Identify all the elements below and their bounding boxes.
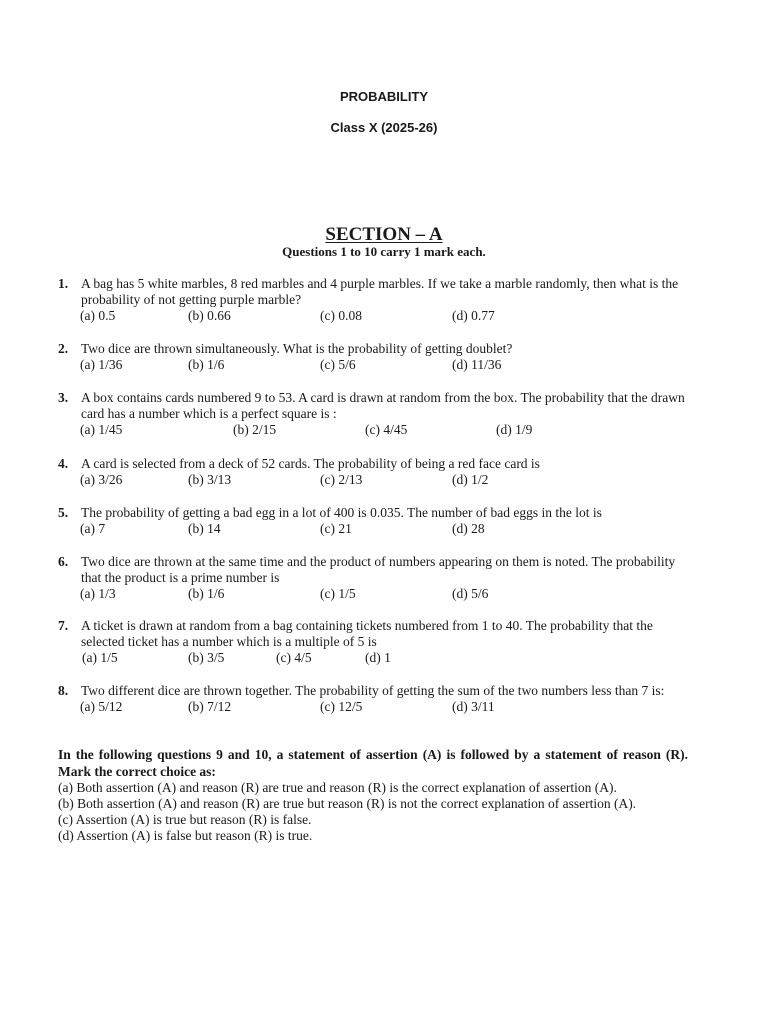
question-text: A box contains cards numbered 9 to 53. A card is drawn at random from the box. The probability that the drawn card has a number which is a perfect square is :: [81, 390, 685, 421]
option-d: (d) 1/9: [496, 422, 533, 437]
option-a: (a) 1/5: [82, 650, 118, 665]
option-a: (a) 3/26: [80, 472, 123, 487]
option-d: (d) 3/11: [452, 699, 495, 714]
options-row: [80, 422, 698, 438]
question-text: A card is selected from a deck of 52 cards. The probability of being a red face card is: [81, 456, 540, 471]
option-d: (d) 28: [452, 521, 485, 536]
option-c: (c) 0.08: [320, 308, 362, 323]
question-8: [58, 683, 698, 715]
question-4: [58, 456, 698, 488]
assertion-choice-a: (a) Both assertion (A) and reason (R) are true and reason (R) is the correct explanation of assertion (A).: [58, 780, 617, 795]
question-3: [58, 390, 698, 438]
option-a: (a) 1/3: [80, 586, 116, 601]
option-d: (d) 1/2: [452, 472, 489, 487]
option-b: (b) 1/6: [188, 586, 225, 601]
question-number: 7.: [58, 618, 69, 633]
section-subtitle: Questions 1 to 10 carry 1 mark each.: [282, 244, 486, 259]
options-row: [80, 521, 698, 537]
options-row: [80, 308, 698, 324]
question-5: [58, 505, 698, 537]
question-text: A ticket is drawn at random from a bag containing tickets numbered from 1 to 40. The probability that the selected ticket has a number which is a multiple of 5 is: [81, 618, 653, 649]
assertion-intro: In the following questions 9 and 10, a statement of assertion (A) is followed by a statement of reason (R). Mark the correct choice as:: [58, 747, 688, 779]
option-b: (b) 7/12: [188, 699, 232, 714]
question-number: 8.: [58, 683, 69, 698]
option-c: (c) 12/5: [320, 699, 363, 714]
option-b: (b) 0.66: [188, 308, 231, 323]
question-6: [58, 554, 698, 602]
question-text: The probability of getting a bad egg in a lot of 400 is 0.035. The number of bad eggs in the lot is: [81, 505, 602, 520]
options-row: [80, 472, 698, 488]
option-d: (d) 0.77: [452, 308, 495, 323]
assertion-choice-b: (b) Both assertion (A) and reason (R) are true but reason (R) is not the correct explanation of assertion (A).: [58, 796, 637, 811]
assertion-choice-d: (d) Assertion (A) is false but reason (R) is true.: [58, 828, 313, 843]
options-row: [80, 357, 698, 373]
question-text: A bag has 5 white marbles, 8 red marbles and 4 purple marbles. If we take a marble randomly, then what is the probability of not getting purple marble?: [81, 276, 679, 307]
question-number: 6.: [58, 554, 69, 569]
option-a: (a) 1/45: [80, 422, 123, 437]
option-b: (b) 3/13: [188, 472, 232, 487]
class-label: Class X (2025-26): [330, 120, 438, 135]
options-row: [80, 650, 698, 666]
page-title: PROBABILITY: [339, 89, 429, 104]
assertion-reason-instructions: [58, 746, 688, 844]
option-c: (c) 21: [320, 521, 352, 536]
option-b: (b) 1/6: [188, 357, 225, 372]
option-a: (a) 5/12: [80, 699, 123, 714]
options-row: [80, 699, 698, 715]
option-a: (a) 7: [80, 521, 106, 536]
option-d: (d) 5/6: [452, 586, 489, 601]
question-text: Two dice are thrown at the same time and the product of numbers appearing on them is noted. The probability that the product is a prime number is: [81, 554, 676, 585]
question-text: Two different dice are thrown together. The probability of getting the sum of the two numbers less than 7 is:: [81, 683, 665, 698]
option-d: (d) 1: [365, 650, 391, 665]
option-d: (d) 11/36: [452, 357, 502, 372]
question-2: [58, 341, 698, 373]
option-b: (b) 14: [188, 521, 221, 536]
question-text: Two dice are thrown simultaneously. What is the probability of getting doublet?: [81, 341, 513, 356]
option-c: (c) 1/5: [320, 586, 356, 601]
option-a: (a) 1/36: [80, 357, 123, 372]
question-number: 3.: [58, 390, 69, 405]
option-b: (b) 2/15: [233, 422, 277, 437]
option-c: (c) 2/13: [320, 472, 363, 487]
option-b: (b) 3/5: [188, 650, 225, 665]
question-number: 2.: [58, 341, 69, 356]
question-number: 4.: [58, 456, 69, 471]
question-1: [58, 276, 698, 324]
assertion-choice-c: (c) Assertion (A) is true but reason (R) is false.: [58, 812, 312, 827]
section-title: SECTION – A: [325, 224, 443, 245]
question-number: 1.: [58, 276, 69, 291]
option-a: (a) 0.5: [80, 308, 116, 323]
question-number: 5.: [58, 505, 69, 520]
option-c: (c) 4/5: [276, 650, 312, 665]
question-7: [58, 618, 698, 666]
option-c: (c) 5/6: [320, 357, 356, 372]
options-row: [80, 586, 698, 602]
option-c: (c) 4/45: [365, 422, 408, 437]
